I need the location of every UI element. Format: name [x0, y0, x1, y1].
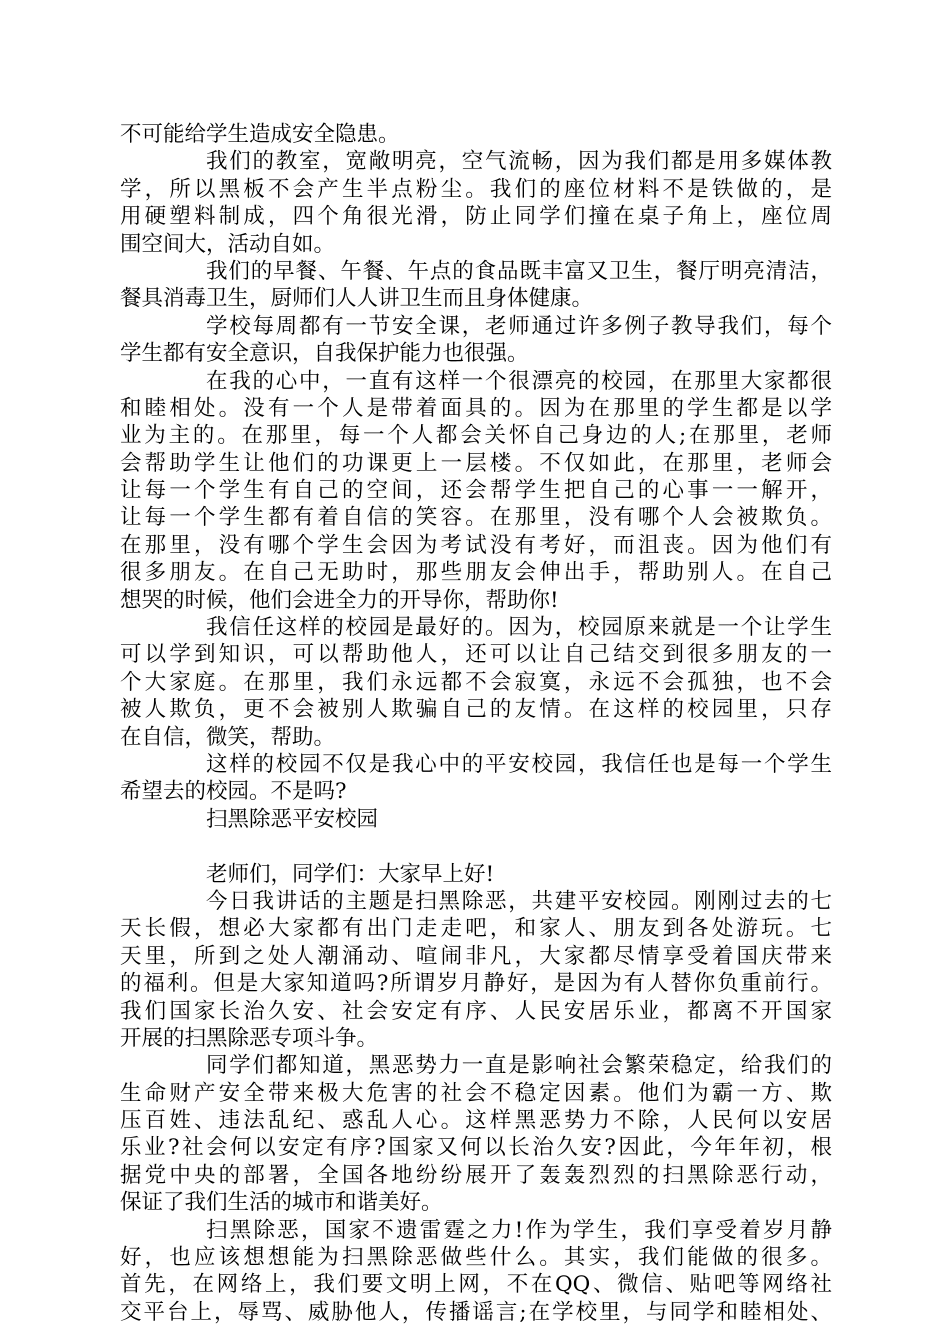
text-line: 很多朋友。在自己无助时，那些朋友会伸出手，帮助别人。在自己	[120, 560, 832, 586]
text-line: 学生都有安全意识，自我保护能力也很强。	[120, 341, 529, 367]
section-title: 扫黑除恶平安校园	[206, 806, 379, 832]
paragraph-first-line: 扫黑除恶，国家不遗雷霆之力!作为学生，我们享受着岁月静	[206, 1217, 832, 1243]
text-line: 让每一个学生都有着自信的笑容。在那里，没有哪个人会被欺负。	[120, 505, 832, 531]
text-line: 可以学到知识，可以帮助他人，还可以让自己结交到很多朋友的一	[120, 642, 832, 668]
text-line: 开展的扫黑除恶专项斗争。	[120, 1025, 379, 1051]
text-line: 我们国家长治久安、社会安定有序、人民安居乐业，都离不开国家	[120, 998, 832, 1024]
text-line: 让每一个学生有自己的空间，还会帮学生把自己的心事一一解开，	[120, 478, 832, 504]
paragraph-first-line: 我信任这样的校园是最好的。因为，校园原来就是一个让学生	[206, 615, 832, 641]
text-line: 不可能给学生造成安全隐患。	[120, 122, 400, 147]
text-line: 想哭的时候，他们会进全力的开导你，帮助你!	[120, 587, 559, 613]
text-line: 用硬塑料制成，四个角很光滑，防止同学们撞在桌子角上，座位周	[120, 204, 832, 230]
greeting-line: 老师们，同学们：大家早上好!	[206, 861, 495, 887]
text-line: 在那里，没有哪个学生会因为考试没有考好，而沮丧。因为他们有	[120, 532, 832, 558]
text-line: 天里，所到之处人潮涌动、喧闹非凡，大家都尽情享受着国庆带来	[120, 943, 832, 969]
paragraph-first-line: 在我的心中，一直有这样一个很漂亮的校园，在那里大家都很	[206, 368, 832, 394]
paragraph-first-line: 今日我讲话的主题是扫黑除恶，共建平安校园。刚刚过去的七	[206, 888, 832, 914]
text-line: 业为主的。在那里，每一个人都会关怀自己身边的人;在那里，老师	[120, 423, 832, 449]
text-line: 保证了我们生活的城市和谐美好。	[120, 1190, 443, 1216]
text-line: 餐具消毒卫生，厨师们人人讲卫生而且身体健康。	[120, 286, 594, 312]
text-line: 学，所以黑板不会产生半点粉尘。我们的座位材料不是铁做的，是	[120, 176, 832, 202]
paragraph-first-line: 同学们都知道，黑恶势力一直是影响社会繁荣稳定，给我们的	[206, 1053, 832, 1079]
text-line: 希望去的校园。不是吗?	[120, 779, 347, 805]
text-line: 被人欺负，更不会被别人欺骗自己的友情。在这样的校园里，只存	[120, 697, 832, 723]
text-line: 生命财产安全带来极大危害的社会不稳定因素。他们为霸一方、欺	[120, 1080, 832, 1106]
text-line: 压百姓、违法乱纪、惑乱人心。这样黑恶势力不除，人民何以安居	[120, 1108, 832, 1134]
text-line: 在自信，微笑，帮助。	[120, 724, 336, 750]
text-line: 围空间大，活动自如。	[120, 231, 336, 257]
paragraph-first-line: 学校每周都有一节安全课，老师通过许多例子教导我们，每个	[206, 313, 832, 339]
document-body	[120, 121, 832, 1326]
paragraph-first-line: 我们的早餐、午餐、午点的食品既丰富又卫生，餐厅明亮清洁，	[206, 258, 832, 284]
text-line: 据党中央的部署，全国各地纷纷展开了轰轰烈烈的扫黑除恶行动，	[120, 1162, 832, 1188]
text-line: 乐业?社会何以安定有序?国家又何以长治久安?因此，今年年初，根	[120, 1135, 832, 1161]
blank-line	[120, 833, 832, 860]
text-line: 个大家庭。在那里，我们永远都不会寂寞，永远不会孤独，也不会	[120, 669, 832, 695]
text-line: 和睦相处。没有一个人是带着面具的。因为在那里的学生都是以学	[120, 395, 832, 421]
text-line: 会帮助学生让他们的功课更上一层楼。不仅如此，在那里，老师会	[120, 450, 832, 476]
paragraph-first-line: 这样的校园不仅是我心中的平安校园，我信任也是每一个学生	[206, 751, 832, 777]
text-line: 首先，在网络上，我们要文明上网，不在QQ、微信、贴吧等网络社	[120, 1272, 832, 1298]
text-line: 的福利。但是大家知道吗?所谓岁月静好，是因为有人替你负重前行。	[120, 971, 832, 997]
text-line: 天长假，想必大家都有出门走走吧，和家人、朋友到各处游玩。七	[120, 916, 832, 942]
text-line: 好，也应该想想能为扫黑除恶做些什么。其实，我们能做的很多。	[120, 1245, 832, 1271]
text-line: 交平台上，辱骂、威胁他人，传播谣言;在学校里，与同学和睦相处、	[120, 1299, 832, 1325]
paragraph-first-line: 我们的教室，宽敞明亮，空气流畅，因为我们都是用多媒体教	[206, 149, 832, 175]
